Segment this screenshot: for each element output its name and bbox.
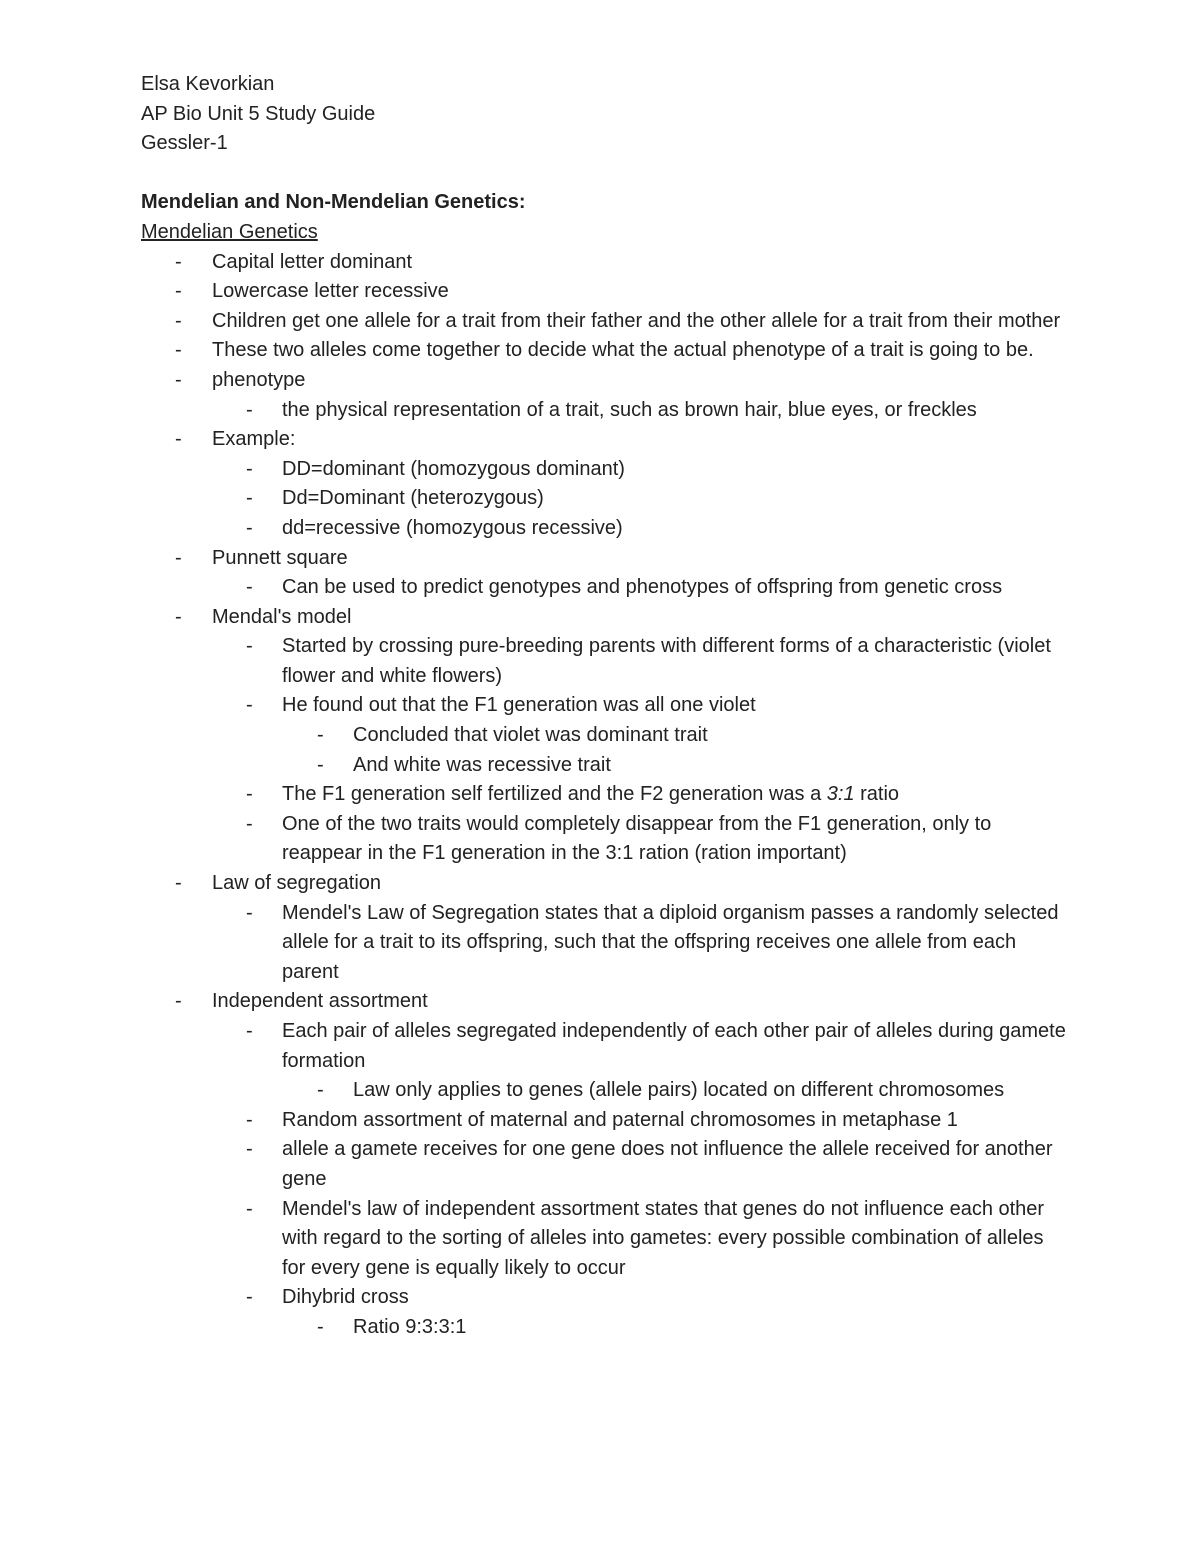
sub-list (212, 899, 1071, 988)
bullet-dash: - (246, 1197, 253, 1220)
list-item: - Dihybrid cross - Ratio 9:3:3:1 (141, 1283, 1071, 1342)
sub-list (212, 573, 1071, 603)
sub-list (212, 455, 1071, 544)
bullet-dash: - (246, 487, 253, 510)
list-item: - Mendel's law of independent assortment states that genes do not influence each other with regard to the sorting of alleles into gametes: every possible combination of alleles for every gene is equally likely to occur (141, 1195, 1071, 1284)
list-item: - One of the two traits would completely disappear from the F1 generation, only to reappear in the F1 generation in the 3:1 ration (ration important) (141, 810, 1071, 869)
list-item: - Law of segregation - Mendel's Law of Segregation states that a diploid organism passes a randomly selected allele for a trait to its offspring, such that the offspring receives one allele from each parent (141, 869, 1071, 987)
bullet-dash: - (246, 516, 253, 539)
list-item: - phenotype - the physical representation of a trait, such as brown hair, blue eyes, or freckles (141, 366, 1071, 425)
bullet-dash: - (246, 398, 253, 421)
bullet-dash: - (246, 457, 253, 480)
sub-list (212, 396, 1071, 426)
bullet-dash: - (175, 605, 182, 628)
bullet-dash: - (175, 872, 182, 895)
f2-text-end: ratio (854, 783, 900, 806)
list-item: - He found out that the F1 generation was all one violet - Concluded that violet was dominant trait - And white was recessive trait (141, 691, 1071, 780)
subsection-heading: Mendelian Genetics (141, 220, 318, 243)
list-item: - Concluded that violet was dominant trait (141, 721, 1071, 751)
f2-text-start: The F1 generation self fertilized and the F2 generation was a (282, 783, 827, 806)
list-item: - Lowercase letter recessive (141, 277, 1071, 307)
ratio-italic: 3:1 (826, 783, 855, 806)
section-heading: Mendelian and Non-Mendelian Genetics: (141, 191, 526, 214)
list-item: - Children get one allele for a trait from their father and the other allele for a trait from their mother (141, 307, 1071, 337)
list-item: - Example: - DD=dominant (homozygous dominant) - Dd=Dominant (heterozygous) - dd=recessive (homozygous recessive) (141, 425, 1071, 543)
list-item: - DD=dominant (homozygous dominant) (141, 455, 1071, 485)
bullet-dash: - (246, 1286, 253, 1309)
list-item: - Started by crossing pure-breeding parents with different forms of a characteristic (violet flower and white flowers) (141, 632, 1071, 691)
list-item: - Law only applies to genes (allele pairs) located on different chromosomes (141, 1076, 1071, 1106)
bullet-dash: - (246, 694, 253, 717)
bullet-dash: - (246, 576, 253, 599)
bullet-dash: - (246, 1108, 253, 1131)
list-item: - Independent assortment - Each pair of alleles segregated independently of each other pair of alleles during gamete formation - Law only applies to genes (allele pairs) located on different chromosomes - Random assortment of maternal and paternal chromosomes in metaphase 1 - allele a gamete receives for one gene does not influence the allele received for another gene - Mendel's law of independent assortment states that genes do not influence each other with regard to the sorting of alleles into gametes: every possible combination of alleles for every gene is equally likely to occur - Dihybrid cross - Ratio 9:3:3:1 (141, 987, 1071, 1342)
spacer (141, 159, 1071, 189)
student-name: Elsa Kevorkian (141, 73, 275, 95)
list-item: - the physical representation of a trait, such as brown hair, blue eyes, or freckles (141, 396, 1071, 426)
bullet-dash: - (175, 368, 182, 391)
bullet-dash: - (246, 901, 253, 924)
bullet-dash: - (317, 753, 324, 776)
list-item: - Random assortment of maternal and paternal chromosomes in metaphase 1 (141, 1106, 1071, 1136)
bullet-dash: - (246, 635, 253, 658)
list-item: - And white was recessive trait (141, 751, 1071, 781)
bullet-dash: - (317, 1315, 324, 1338)
sub-sub-list (282, 1076, 1071, 1106)
bullet-dash: - (175, 428, 182, 451)
bullet-dash: - (175, 339, 182, 362)
bullet-dash: - (175, 250, 182, 273)
list-item: - Punnett square - Can be used to predict genotypes and phenotypes of offspring from genetic cross (141, 544, 1071, 603)
list-item: - Mendal's model - Started by crossing pure-breeding parents with different forms of a characteristic (violet flower and white flowers) - He found out that the F1 generation was all one violet - Concluded that violet was dominant trait - And white was recessive trait - The F1 generation self fertilized and the F2 generation was a 3:1 ratio - One of the two traits would completely disappear from the F1 generation, only to reappear in the F1 generation in the 3:1 ration (ration important) (141, 603, 1071, 869)
list-item: - Capital letter dominant (141, 248, 1071, 278)
bullet-dash: - (317, 1079, 324, 1102)
list-item: - These two alleles come together to decide what the actual phenotype of a trait is going to be. (141, 336, 1071, 366)
list-item: - Each pair of alleles segregated independently of each other pair of alleles during gamete formation - Law only applies to genes (allele pairs) located on different chromosomes (141, 1017, 1071, 1106)
list-item: - allele a gamete receives for one gene does not influence the allele received for another gene (141, 1135, 1071, 1194)
notes-list (141, 248, 1071, 1343)
document-title: AP Bio Unit 5 Study Guide (141, 102, 376, 125)
list-item: - Dd=Dominant (heterozygous) (141, 484, 1071, 514)
list-item: - Mendel's Law of Segregation states that a diploid organism passes a randomly selected allele for a trait to its offspring, such that the offspring receives one allele from each parent (141, 899, 1071, 988)
bullet-dash: - (175, 309, 182, 332)
sub-list (212, 632, 1071, 869)
bullet-dash: - (246, 1138, 253, 1161)
class-period: Gessler-1 (141, 132, 228, 155)
list-item: - dd=recessive (homozygous recessive) (141, 514, 1071, 544)
document-page (141, 70, 1071, 1343)
bullet-dash: - (175, 990, 182, 1013)
bullet-dash: - (317, 724, 324, 747)
list-item: - Ratio 9:3:3:1 (141, 1313, 1071, 1343)
bullet-dash: - (175, 546, 182, 569)
bullet-dash: - (246, 783, 253, 806)
bullet-dash: - (246, 1020, 253, 1042)
bullet-dash: - (175, 280, 182, 303)
sub-list (212, 1017, 1071, 1343)
list-item: - Can be used to predict genotypes and phenotypes of offspring from genetic cross (141, 573, 1071, 603)
list-item (141, 780, 1071, 810)
sub-sub-list (282, 1313, 1071, 1343)
bullet-dash: - (246, 812, 253, 835)
sub-sub-list (282, 721, 1071, 780)
